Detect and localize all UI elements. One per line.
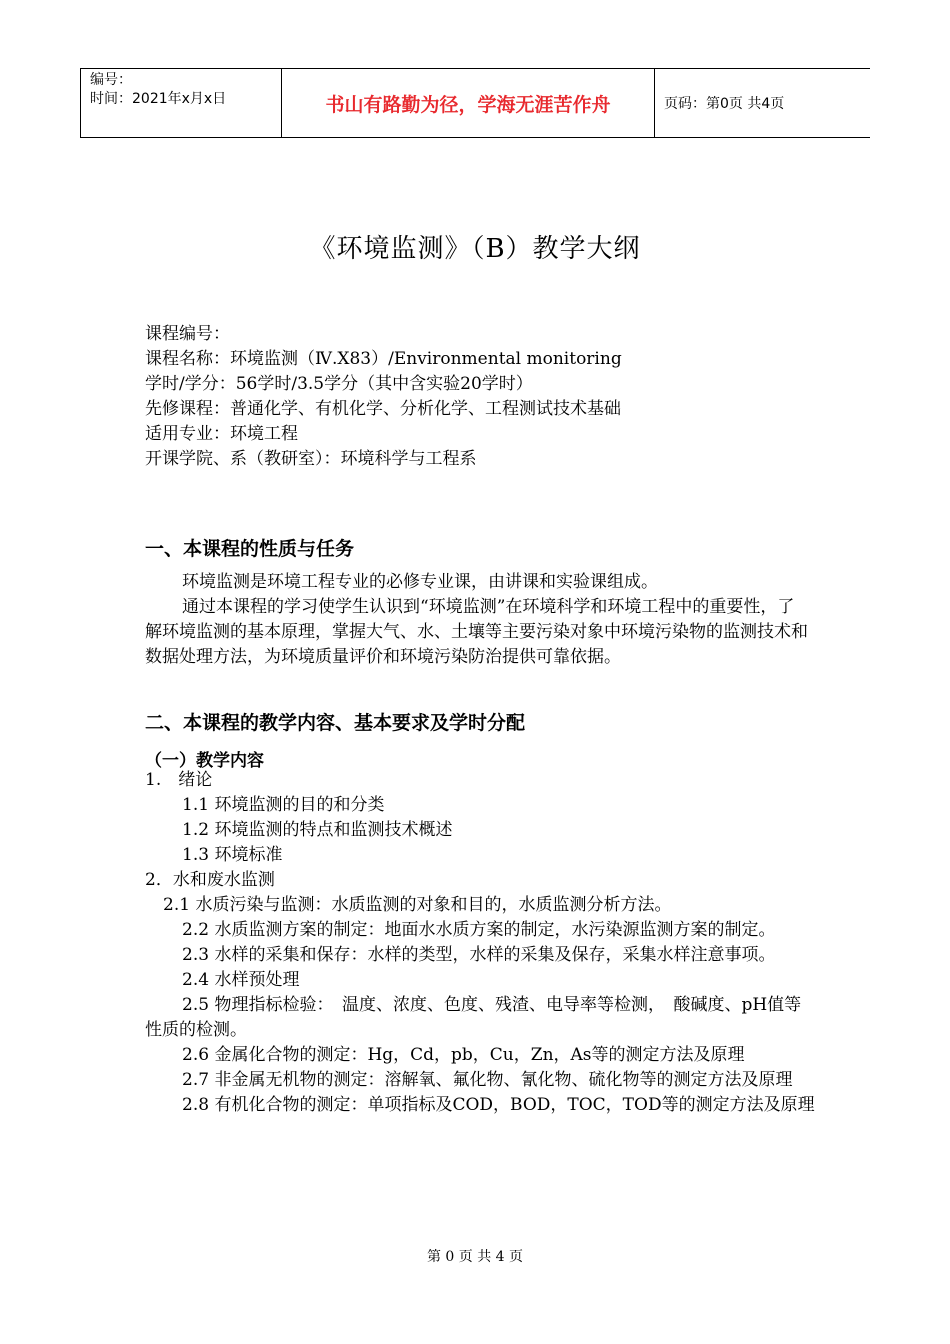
section2-heading: 二、本课程的教学内容、基本要求及学时分配	[145, 712, 526, 734]
list-item: 2.2 水质监测方案的制定：地面水水质方案的制定，水污染源监测方案的制定。	[182, 920, 776, 940]
header-motto: 书山有路勤为径，学海无涯苦作舟	[282, 69, 655, 137]
list-item: 2.8 有机化合物的测定：单项指标及COD，BOD，TOC，TOD等的测定方法及原理	[182, 1095, 815, 1115]
header-time: 时间：2021年x月x日	[90, 91, 227, 107]
header-page-info: 页码：第0页 共4页	[664, 96, 785, 112]
section1-body	[145, 570, 810, 670]
document-title: 《环境监测》（B）教学大纲	[309, 234, 641, 264]
list-item: 1.3 环境标准	[182, 845, 283, 865]
section1-para2: 通过本课程的学习使学生认识到“环境监测”在环境科学和环境工程中的重要性，了解环境监测的基本原理，掌握大气、水、土壤等主要污染对象中环境污染物的监测技术和数据处理方法，为环境质量评价和环境污染防治提供可靠依据。	[145, 597, 808, 667]
meta-course-name: 课程名称：环境监测（Ⅳ.X83）/Environmental monitoring	[145, 349, 622, 369]
list-item: 1. 绪论	[145, 770, 213, 790]
list-item: 1.1 环境监测的目的和分类	[182, 795, 385, 815]
page-header	[80, 68, 870, 138]
teaching-content	[145, 768, 817, 1118]
list-item: 2．水和废水监测	[145, 870, 275, 890]
meta-hours-credits: 学时/学分：56学时/3.5学分（其中含实验20学时）	[145, 374, 533, 394]
list-item: 2.3 水样的采集和保存：水样的类型，水样的采集及保存，采集水样注意事项。	[182, 945, 776, 965]
section1-heading: 一、本课程的性质与任务	[145, 538, 355, 560]
meta-department: 开课学院、系（教研室）：环境科学与工程系	[145, 449, 477, 469]
header-info-cell	[80, 69, 282, 137]
list-item: 2.1 水质污染与监测：水质监测的对象和目的，水质监测分析方法。	[163, 895, 672, 915]
section1-para1: 环境监测是环境工程专业的必修专业课，由讲课和实验课组成。	[182, 572, 658, 592]
course-meta	[145, 322, 622, 472]
meta-major: 适用专业：环境工程	[145, 424, 298, 444]
page-footer: 第 0 页 共 4 页	[426, 1249, 524, 1265]
meta-course-code: 课程编号：	[145, 324, 230, 344]
list-item: 2.6 金属化合物的测定：Hg，Cd，pb，Cu，Zn，As等的测定方法及原理	[182, 1045, 745, 1065]
list-item: 2.5 物理指标检验： 温度、浓度、色度、残渣、电导率等检测， 酸碱度、pH值等性质的检测。	[145, 995, 802, 1040]
meta-prerequisites: 先修课程：普通化学、有机化学、分析化学、工程测试技术基础	[145, 399, 621, 419]
list-item: 1.2 环境监测的特点和监测技术概述	[182, 820, 453, 840]
list-item: 2.4 水样预处理	[182, 970, 300, 990]
section2-subheading: （一）教学内容	[145, 751, 264, 771]
list-item: 2.7 非金属无机物的测定：溶解氧、氟化物、氰化物、硫化物等的测定方法及原理	[182, 1070, 793, 1090]
header-number: 编号：	[90, 72, 132, 88]
